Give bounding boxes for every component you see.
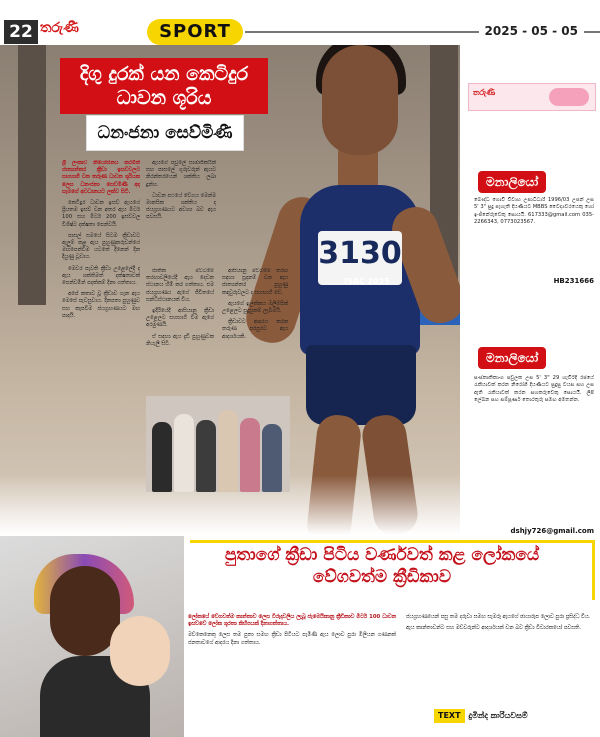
lead-paragraph: ලෝකයේ වේගවත්ම කාන්තාව ලෙස විරුදාවලිය ලැබූ ජැමෙයිකානු ක්‍රීඩිකාව මීටර් 100 ධාවන ඉසව්වේ ලෝක ශූරතා කිහිපයක් දිනාගත්තාය. bbox=[188, 614, 396, 628]
ad-email: dshjy726@gmail.com bbox=[510, 527, 594, 535]
main-headline: දිගු දුරක් යන කෙටිදුර ධාවන ශූරිය bbox=[60, 58, 268, 114]
secondary-column-1 bbox=[188, 614, 396, 714]
page-number: 22 bbox=[4, 20, 38, 44]
secondary-story bbox=[0, 536, 600, 737]
person-figure bbox=[262, 424, 282, 492]
mother-child-photo bbox=[0, 536, 184, 737]
paragraph: අපේ කතාව වූ ක්‍රීඩාව ගැන ඇය මෙසේ පැවසුවාය. දිනපතා පුහුණුව සහ කැපවීම ජයග්‍රහණයට මඟ පාදයි. bbox=[62, 291, 140, 319]
matrimonial-logo: මනාලියෝ bbox=[478, 171, 546, 193]
classifieds-sidebar bbox=[462, 45, 600, 545]
article-column-1 bbox=[62, 160, 140, 530]
sidebar-badge bbox=[549, 88, 589, 106]
sidebar-banner bbox=[468, 83, 596, 111]
paragraph: ඒ සඳහා ඇය දැඩි පුහුණුවක නියැලී සිටී. bbox=[146, 333, 214, 347]
issue-date: 2025 - 05 - 05 bbox=[479, 24, 584, 38]
person-figure bbox=[240, 418, 260, 492]
athlete-name: ධනංජනා සෙව්මිණී bbox=[86, 115, 244, 151]
paragraph: ජයග්‍රහණයෙන් පසු තම දරුවා සමඟ සැමරූ ඇයගේ ඡායාරූප ලොව පුරා ප්‍රසිද්ධ විය. bbox=[406, 614, 591, 620]
text-tag: TEXT bbox=[434, 709, 465, 723]
bib-sponsor: ISAC 2025 bbox=[344, 277, 390, 286]
child-face bbox=[110, 616, 170, 686]
background-post bbox=[18, 45, 46, 305]
article-column-2 bbox=[146, 160, 216, 264]
paragraph: ඇයගේ ඉලක්කය ඔලිම්පික් උළෙලට සුදුසුකම් ලැබීමයි. bbox=[222, 300, 288, 315]
person-figure bbox=[174, 414, 194, 492]
person-figure bbox=[196, 420, 216, 492]
paragraph: ඇයගේ පවුලේ සාමාජිකයින් සහ පාසලේ ගුරුවරුන් ඇයට නිරන්තරයෙන් ශක්තිය ලබා දුන්හ. bbox=[146, 160, 216, 188]
page-header bbox=[0, 0, 600, 44]
paragraph: ඇය කාන්තාවන්ට සහ මව්වරුන්ට ආදර්ශයක් වන බව ක්‍රීඩා විචාරකයෝ පවසති. bbox=[406, 625, 582, 632]
ad-reference-code: HB231666 bbox=[553, 277, 594, 285]
paragraph: කෙටිදුර ධාවන ඉසව් ඇයගේ ප්‍රියතම ඉසව් වන අතර ඇය මීටර් 100 සහ මීටර් 200 ඉසව්වල විශිෂ්ට දක්ෂතා පෙන්වයි. bbox=[62, 200, 140, 228]
sidebar-brand: තරුණී bbox=[473, 88, 496, 97]
person-figure bbox=[218, 410, 238, 492]
paragraph: මෙවර පැවති ක්‍රීඩා උළෙලේදී ද ඇය ශක්තිමත් දක්ෂතාවක් පෙන්වමින් පදක්කම් දිනා ගත්තාය. bbox=[62, 265, 140, 287]
publication-brand: තරුණී bbox=[40, 20, 79, 36]
person-figure bbox=[152, 422, 172, 492]
matrimonial-logo: මනාලියෝ bbox=[478, 347, 546, 369]
paragraph: ආසියානු මට්ටමේ තරඟ සඳහා සූදානම් වන ඇය ජාත්‍යන්තර පුහුණු කඳවුරුවලට ද සහභාගි වේ. bbox=[222, 268, 288, 296]
matrimonial-ad-text: බෞද්ධ ගොවි විවාහ උපාධිධාරී 1996/03 උපන් උස 5' 3" සුදු පැහැති දියණියට MBBS වෛද්‍යවරයෙකු හෝ ඉංජිනේරුවෙකු සොයයි. 617333@gmail.com 035-2266343, 0773023567. bbox=[474, 197, 594, 226]
paragraph: ජාතික මට්ටමේ තරඟාවලියේදී ඇය දෙවන ස්ථානය හිමි කර ගත්තාය. එම ජයග්‍රහණය ඇගේ ජීවිතයේ සන්ධිස්ථානයක් විය. bbox=[146, 268, 214, 303]
athlete-shorts bbox=[306, 345, 416, 425]
paragraph: ක්‍රීඩාවට ආදරය කරන තරුණ පරපුරට ඇය ආදර්ශයකි. bbox=[222, 319, 288, 340]
matrimonial-ad-text: සංස්කෘතිකාංග පවුලක උස 5' 3" 29 හැවිරිදි රජයේ රැකියාවක් කරන නිරෝගී දියණියට සුදුසු වයස සහ උස ඇති රැකියාවක් කරන සහකරුවෙකු සොයයි. ලිපි ලේඛන සහ සම්පූර්ණ තොරතුරු සමඟ අමතන්න. bbox=[474, 375, 594, 404]
paragraph: ඉදිරියේදී ආසියානු ක්‍රීඩා උළෙලට සහභාගි වීම ඇගේ අරමුණයි. bbox=[146, 308, 214, 329]
author-name: දුමින්ද කාරියවසම් bbox=[468, 711, 528, 720]
author-credit bbox=[434, 709, 528, 723]
group-photo bbox=[146, 396, 290, 492]
lead-paragraph: ශ්‍රී ලංකාව නියෝජනය කරමින් ජාත්‍යන්තර ක්‍රීඩා ඉසව්වලට සහභාගි වන තරුණ ධාවන ශූරියක ලෙස ධනංජනා සෙව්මිණී අද සැමගේ අවධානයට ලක්ව සිටී. bbox=[62, 160, 140, 195]
section-label: SPORT bbox=[147, 19, 243, 45]
athlete-head bbox=[322, 45, 398, 155]
paragraph: මව්කෙනෙකු ලෙස තම පුතා සමඟ ක්‍රීඩා පිටියට පැමිණි ඇය ලොව පුරා මිලියන ගණනක් ජනතාවගේ ආදරය දිනා ගත්තාය. bbox=[188, 632, 396, 646]
race-bib: 3130 bbox=[318, 231, 402, 285]
paragraph: පාසල් සමයේ සිටම ක්‍රීඩාවට ඇලුම් කළ ඇය පුහුණුකරුවන්ගේ මඟපෙන්වීම යටතේ දිනෙන් දින දියුණු වූවාය. bbox=[62, 232, 140, 261]
paragraph: ධාවන පථයේ වේගය මෙන්ම මානසික ශක්තිය ද ජයග්‍රහණයට අවශ්‍ය බව ඇය පවසයි. bbox=[146, 192, 216, 221]
secondary-column-2 bbox=[406, 614, 594, 714]
secondary-headline: පුතාගේ ක්‍රීඩා පිටිය වර්ණවත් කළ ලෝකයේ වේගවත්ම ක්‍රීඩිකාව bbox=[224, 545, 540, 587]
